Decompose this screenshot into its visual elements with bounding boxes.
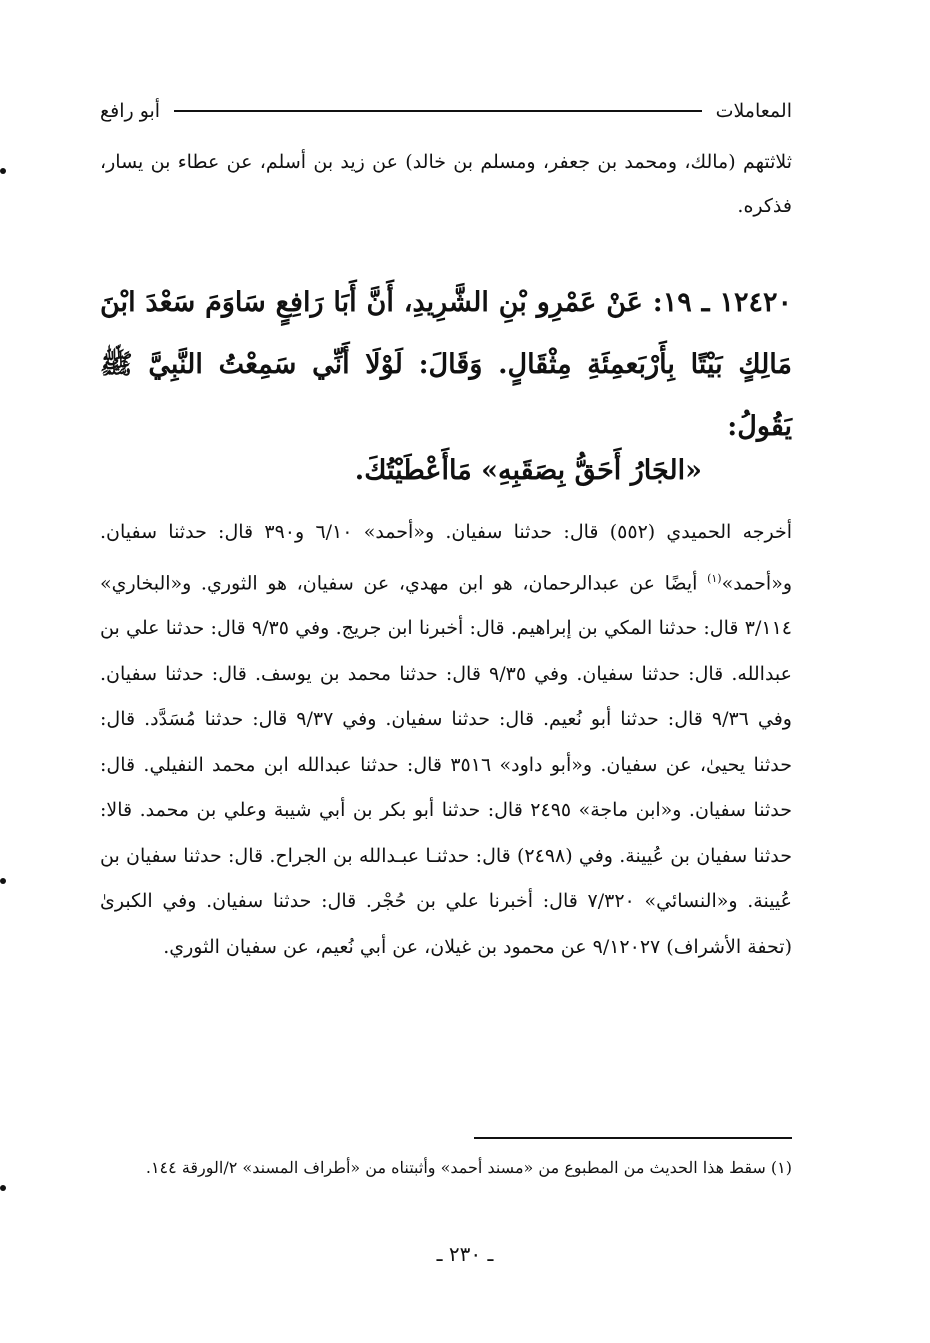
margin-mark [0,878,6,884]
footnote-reference: (١) [707,571,722,585]
hadith-text: ١٢٤٢٠ ـ ١٩: عَنْ عَمْرِو بْنِ الشَّرِيدِ، أَنَّ أَبَا رَافِعٍ سَاوَمَ سَعْدَ ابْنَ مَالِكٍ بَيْتًا بِأَرْبَعمِئَةِ مِثْقَالٍ. وَقَالَ: لَوْلَا أَنِّي سَمِعْتُ النَّبِيَّ ﷺ يَقُولُ: [100,287,792,442]
header-narrator: أبو رافع [100,100,161,122]
hadith-quote: «الجَارُ أَحَقُّ بِصَقَبِهِ» مَاأَعْطَيْتُكَ. [354,455,702,486]
header-rule [174,110,702,112]
margin-mark [0,168,6,174]
page-number: ـ ٢٣٠ ـ [436,1242,494,1266]
intro-paragraph: ثلاثتهم (مالك، ومحمد بن جعفر، ومسلم بن خالد) عن زيد بن أسلم، عن عطاء بن يسار، فذكره. [100,151,792,217]
running-header [100,96,792,126]
takhrij-text-after: أيضًا عن عبدالرحمان، هو ابن مهدي، عن سفيان، هو الثوري. و«البخاري» ٣/١١٤ قال: حدثنا المكي بن إبراهيم. قال: أخبرنا ابن جريج. وفي ٩/٣٥ قال: حدثنا علي بن عبدالله. قال: حدثنا سفيان. وفي ٩/٣٥ قال: حدثنا محمد بن يوسف. قال: حدثنا سفيان. وفي ٩/٣٦ قال: حدثنا أبو نُعيم. قال: حدثنا سفيان. وفي ٩/٣٧ قال: حدثنا مُسَدَّد. قال: حدثنا يحيىٰ، عن سفيان. و«أبو داود» ٣٥١٦ قال: حدثنا عبدالله ابن محمد النفيلي. قال: حدثنا سفيان. و«ابن ماجة» ٢٤٩٥ قال: حدثنا أبو بكر بن أبي شيبة وعلي بن محمد. قالا: حدثنا سفيان بن عُيينة. وفي (٢٤٩٨) قال: حدثنـا عبـدالله بن الجراح. قال: حدثنا سفيان بن عُيينة. و«النسائي» ٧/٣٢٠ قال: أخبرنا علي بن حُجْر. قال: حدثنا سفيان. وفي الكبرىٰ (تحفة الأشراف) ٩/١٢٠٢٧ عن محمود بن غيلان، عن أبي نُعيم، عن سفيان الثوري. [100,571,792,958]
margin-mark [0,1185,6,1191]
takhrij-text-before: أخرجه الحميدي (٥٥٢) قال: حدثنا سفيان. و«أحمد» ٦/١٠ و٣٩٠ قال: حدثنا سفيان. و«أحمد» [100,521,793,594]
header-chapter: المعاملات [715,100,792,122]
takhrij-paragraph [100,510,792,970]
footnote-separator [474,1137,792,1139]
footnote: (١) سقط هذا الحديث من المطبوع من «مسند أحمد» وأثبتناه من «أطراف المسند» ٢/الورقة ١٤٤. [145,1158,792,1177]
